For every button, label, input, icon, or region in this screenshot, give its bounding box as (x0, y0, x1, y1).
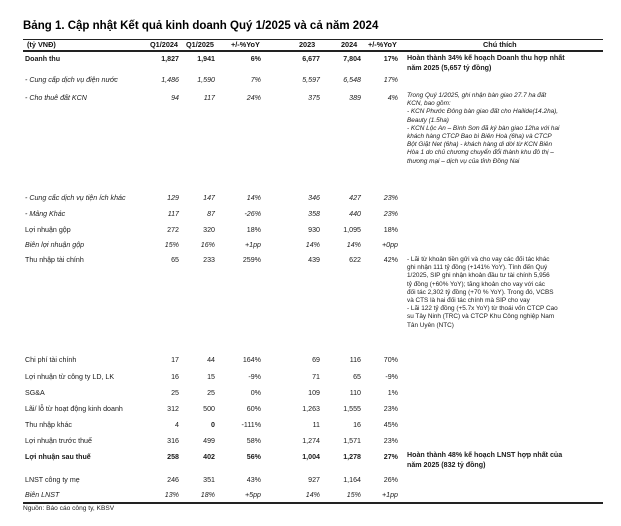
row-label: Lợi nhuận sau thuế (25, 453, 91, 461)
row-label: Lợi nhuận gộp (25, 226, 71, 234)
cell-q1-2024: 246 (167, 476, 179, 484)
note-industrial-land (407, 92, 597, 166)
header-q1-2025: Q1/2025 (186, 40, 214, 49)
table-row (23, 404, 603, 416)
cell-yoy-year: 23% (383, 437, 398, 445)
header-yoy-quarter: +/-%YoY (231, 40, 260, 49)
cell-yoy-year: 1% (387, 389, 398, 397)
cell-2023: 1,263 (302, 405, 320, 413)
cell-q1-2024: 25 (171, 389, 179, 397)
table-row (23, 75, 603, 87)
cell-2023: 375 (308, 94, 320, 102)
cell-q1-2025: 15 (207, 373, 215, 381)
cell-2024: 1,164 (343, 476, 361, 484)
source-note: Nguồn: Báo cáo công ty, KBSV (23, 505, 115, 512)
cell-2024: 15% (346, 491, 361, 499)
row-label: Biên LNST (25, 491, 60, 499)
note-line: - KCN Phước Đông bàn giao đất cho Hailide(14.2ha), (407, 108, 559, 116)
table-row (23, 240, 603, 252)
cell-2023: 439 (308, 256, 320, 264)
note-line: tỷ đồng (+60% YoY); tăng khoản cho vay với các (407, 280, 545, 288)
cell-q1-2024: 272 (167, 226, 179, 234)
cell-q1-2025: 16% (200, 241, 215, 249)
cell-q1-2025: 1,590 (197, 76, 215, 84)
row-label: - Cung cấc dịch vụ tiện ích khác (25, 194, 126, 202)
cell-2023: 927 (308, 476, 320, 484)
row-label: Lợi nhuận từ công ty LD, LK (25, 373, 115, 381)
note-profit (407, 451, 597, 470)
row-label: LNST công ty mẹ (25, 476, 80, 484)
note-line: KCN, bao gồm: (407, 100, 451, 108)
cell-2024: 427 (349, 194, 361, 202)
cell-yoy-quarter: 259% (242, 256, 261, 264)
cell-2023: 11 (312, 421, 320, 429)
cell-2023: 109 (308, 389, 320, 397)
cell-q1-2025: 25 (207, 389, 215, 397)
table-row (23, 355, 603, 367)
note-line: Bột Giặt Net (6ha) - khách hàng di dời từ KCN Biên (407, 141, 553, 149)
cell-yoy-quarter: -111% (241, 421, 261, 429)
cell-2024: 110 (349, 389, 361, 397)
cell-yoy-quarter: -9% (248, 373, 261, 381)
header-2023: 2023 (299, 40, 316, 49)
cell-yoy-year: 26% (383, 476, 398, 484)
table-row (23, 193, 603, 205)
cell-yoy-quarter: 43% (246, 476, 261, 484)
note-line: - Lãi từ khoản tiền gửi và cho vay các đối tác khác (407, 256, 550, 263)
cell-2023: 14% (305, 241, 320, 249)
table-row (23, 225, 603, 237)
note-line: và CTS là hai đối tác chính mà SIP cho vay (407, 297, 530, 305)
note-revenue (407, 54, 597, 73)
cell-2023: 69 (312, 356, 320, 364)
note-line: - KCN Lộc An – Bình Sơn đã ký bàn giao 12ha với hai (407, 124, 560, 132)
cell-q1-2025: 1,941 (197, 55, 215, 63)
note-line: khách hàng CTCP Bao bì Biên Hoà (6ha) và CTCP (407, 133, 552, 141)
cell-q1-2024: 129 (167, 194, 179, 202)
cell-yoy-quarter: 14% (246, 194, 261, 202)
cell-2023: 346 (308, 194, 320, 202)
cell-2024: 1,095 (343, 226, 361, 234)
table-row (23, 372, 603, 384)
cell-2024: 1,571 (343, 437, 361, 445)
table-row (23, 436, 603, 448)
cell-yoy-year: 42% (383, 256, 398, 264)
note-line: 1/2025, SIP ghi nhận khoản đầu tư tài chính 5,956 (407, 272, 550, 280)
cell-yoy-quarter: 18% (246, 226, 261, 234)
cell-yoy-year: 23% (383, 405, 398, 413)
table-row (23, 475, 603, 487)
header-2024: 2024 (341, 40, 358, 49)
cell-2023: 930 (308, 226, 320, 234)
cell-yoy-quarter: 164% (242, 356, 261, 364)
table-row (23, 420, 603, 432)
note-financial-income (407, 256, 597, 330)
cell-yoy-quarter: 60% (246, 405, 261, 413)
note-line: năm 2025 (832 tỷ đồng) (407, 460, 486, 469)
cell-2023: 5,597 (302, 76, 320, 84)
cell-q1-2025: 87 (207, 210, 215, 218)
cell-yoy-year: 23% (383, 194, 398, 202)
cell-yoy-quarter: 0% (250, 389, 261, 397)
cell-yoy-quarter: +5pp (245, 491, 261, 499)
cell-2024: 622 (349, 256, 361, 264)
cell-2024: 14% (346, 241, 361, 249)
row-label: Chi phí tài chính (25, 356, 77, 364)
table-row (23, 490, 603, 502)
header-q1-2024: Q1/2024 (150, 40, 178, 49)
cell-yoy-quarter: 6% (250, 55, 261, 63)
cell-q1-2024: 117 (167, 210, 179, 218)
cell-2024: 1,555 (343, 405, 361, 413)
cell-yoy-quarter: 56% (246, 453, 261, 461)
cell-q1-2024: 17 (171, 356, 179, 364)
cell-q1-2024: 258 (167, 453, 179, 461)
cell-2024: 7,804 (343, 55, 361, 63)
cell-yoy-year: 17% (383, 76, 398, 84)
row-label: Thu nhập tài chính (25, 256, 84, 264)
row-label: SG&A (25, 389, 45, 397)
cell-q1-2024: 13% (164, 491, 179, 499)
header-yoy-year: +/-%YoY (368, 40, 397, 49)
cell-q1-2025: 351 (203, 476, 215, 484)
cell-q1-2024: 94 (171, 94, 179, 102)
cell-yoy-year: -9% (385, 373, 398, 381)
cell-q1-2025: 402 (203, 453, 215, 461)
cell-2024: 6,548 (343, 76, 361, 84)
cell-2023: 358 (308, 210, 320, 218)
cell-yoy-quarter: 7% (250, 76, 261, 84)
cell-q1-2025: 499 (203, 437, 215, 445)
row-label: Thu nhập khác (25, 421, 72, 429)
table-row (23, 388, 603, 400)
cell-2024: 389 (349, 94, 361, 102)
cell-2023: 6,677 (302, 55, 320, 63)
cell-yoy-year: +0pp (382, 241, 398, 249)
cell-2024: 65 (353, 373, 361, 381)
cell-yoy-year: +1pp (382, 491, 398, 499)
cell-q1-2024: 316 (167, 437, 179, 445)
cell-yoy-year: 70% (383, 356, 398, 364)
note-line: năm 2025 (5,657 tỷ đồng) (407, 63, 492, 72)
cell-q1-2024: 4 (175, 421, 179, 429)
cell-yoy-year: 17% (383, 55, 398, 63)
table-title: Bảng 1. Cập nhật Kết quả kinh doanh Quý 1/2025 và cả năm 2024 (23, 20, 379, 32)
header-unit: (tỷ VNĐ) (27, 40, 56, 49)
row-label: Lợi nhuận trước thuế (25, 437, 92, 445)
cell-yoy-year: 4% (387, 94, 398, 102)
cell-q1-2024: 16 (171, 373, 179, 381)
cell-yoy-year: 23% (383, 210, 398, 218)
row-label: Doanh thu (25, 55, 61, 63)
note-line: Hoàn thành 48% kế hoạch LNST hợp nhất của (407, 451, 563, 459)
cell-q1-2025: 233 (203, 256, 215, 264)
row-label: - Cung cấp dịch vụ điện nước (25, 76, 118, 84)
cell-yoy-year: 27% (383, 453, 398, 461)
cell-q1-2025: 320 (203, 226, 215, 234)
note-line: ghi nhận 111 tỷ đồng (+141% YoY). Tính đến Quý (407, 264, 548, 272)
cell-2023: 1,274 (302, 437, 320, 445)
cell-q1-2025: 500 (203, 405, 215, 413)
header-rule (23, 50, 603, 52)
cell-q1-2025: 0 (211, 421, 215, 429)
cell-2023: 14% (305, 491, 320, 499)
cell-2023: 71 (312, 373, 320, 381)
header-notes: Chú thích (483, 40, 517, 49)
table-bottom-rule (23, 502, 603, 504)
note-line: Hòa 1 do chủ chương chuyển đổi thành khu đô thị – (407, 149, 554, 157)
cell-2024: 16 (353, 421, 361, 429)
cell-q1-2024: 15% (164, 241, 179, 249)
cell-yoy-quarter: -26% (244, 210, 261, 218)
cell-q1-2025: 147 (203, 194, 215, 202)
cell-q1-2024: 1,827 (161, 55, 179, 63)
cell-yoy-quarter: +1pp (245, 241, 261, 249)
cell-yoy-year: 18% (383, 226, 398, 234)
note-line: Trong Quý 1/2025, ghi nhận bàn giao 27.7 ha đất (407, 92, 547, 99)
cell-q1-2024: 312 (167, 405, 179, 413)
cell-2023: 1,004 (302, 453, 320, 461)
cell-q1-2025: 18% (200, 491, 215, 499)
cell-2024: 440 (349, 210, 361, 218)
cell-yoy-quarter: 24% (246, 94, 261, 102)
row-label: - Mảng Khác (25, 210, 66, 218)
results-table (23, 39, 603, 499)
cell-yoy-quarter: 58% (246, 437, 261, 445)
cell-2024: 1,278 (343, 453, 361, 461)
note-line: Tân Uyên (NTC) (407, 321, 454, 329)
note-line: - Lãi 122 tỷ đồng (+5.7x YoY) từ thoái vốn CTCP Cao (407, 305, 558, 313)
cell-q1-2025: 44 (207, 356, 215, 364)
cell-q1-2024: 65 (171, 256, 179, 264)
cell-yoy-year: 45% (383, 421, 398, 429)
note-line: Hoàn thành 34% kế hoạch Doanh thu hợp nhất (407, 54, 565, 62)
row-label: - Cho thuê đất KCN (25, 94, 87, 102)
row-label: Lãi/ lỗ từ hoạt động kinh doanh (25, 405, 123, 413)
note-line: thương mại – dịch vụ của tỉnh Đồng Nai (407, 157, 520, 165)
cell-q1-2025: 117 (203, 94, 215, 102)
table-row (23, 209, 603, 221)
cell-2024: 116 (349, 356, 361, 364)
cell-q1-2024: 1,486 (161, 76, 179, 84)
note-line: đối tác 2,302 tỷ đồng (+70 % YoY). Trong đó, VCBS (407, 288, 554, 296)
note-line: Beauty (1.5ha) (407, 116, 449, 124)
note-line: su Tây Ninh (TRC) và CTCP Khu Công nghiệp Nam (407, 313, 555, 321)
row-label: Biên lợi nhuận gộp (25, 241, 85, 249)
